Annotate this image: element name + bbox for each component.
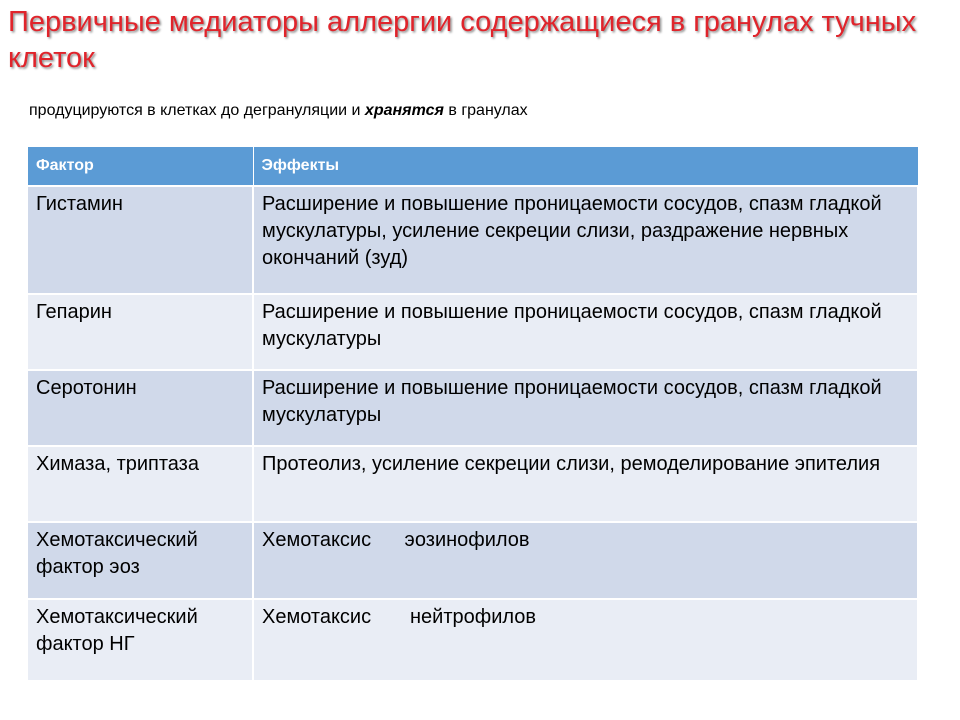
column-header-factor: Фактор bbox=[28, 147, 253, 186]
factor-cell: Серотонин bbox=[28, 370, 253, 446]
effects-cell: Расширение и повышение проницаемости сосудов, спазм гладкой мускулатуры, усиление секреции слизи, раздражение нервных окончаний (зуд) bbox=[253, 186, 918, 294]
factor-cell: Гистамин bbox=[28, 186, 253, 294]
effects-cell: Расширение и повышение проницаемости сосудов, спазм гладкой мускулатуры bbox=[253, 370, 918, 446]
slide-title: Первичные медиаторы аллергии содержащиеся в гранулах тучных клеток bbox=[8, 6, 917, 74]
table-row bbox=[28, 294, 918, 370]
column-header-effects: Эффекты bbox=[253, 147, 918, 186]
subtitle-text: продуцируются в клетках до дегрануляции и bbox=[29, 102, 365, 119]
table-row bbox=[28, 522, 918, 599]
mediators-table bbox=[28, 147, 919, 680]
table-header-row bbox=[28, 147, 918, 186]
table-row bbox=[28, 186, 918, 294]
slide-subtitle bbox=[29, 101, 528, 121]
factor-cell: Хемотаксический фактор эоз bbox=[28, 522, 253, 599]
factor-cell: Хемотаксический фактор НГ bbox=[28, 599, 253, 680]
table-row bbox=[28, 370, 918, 446]
table-row bbox=[28, 446, 918, 522]
factor-cell: Химаза, триптаза bbox=[28, 446, 253, 522]
subtitle-text-end: в гранулах bbox=[443, 102, 528, 119]
table-row bbox=[28, 599, 918, 680]
subtitle-emphasis: хранятся bbox=[364, 102, 444, 119]
effects-cell: Хемотаксис нейтрофилов bbox=[253, 599, 918, 680]
factor-cell: Гепарин bbox=[28, 294, 253, 370]
effects-cell: Хемотаксис эозинофилов bbox=[253, 522, 918, 599]
effects-cell: Расширение и повышение проницаемости сосудов, спазм гладкой мускулатуры bbox=[253, 294, 918, 370]
effects-cell: Протеолиз, усиление секреции слизи, ремоделирование эпителия bbox=[253, 446, 918, 522]
